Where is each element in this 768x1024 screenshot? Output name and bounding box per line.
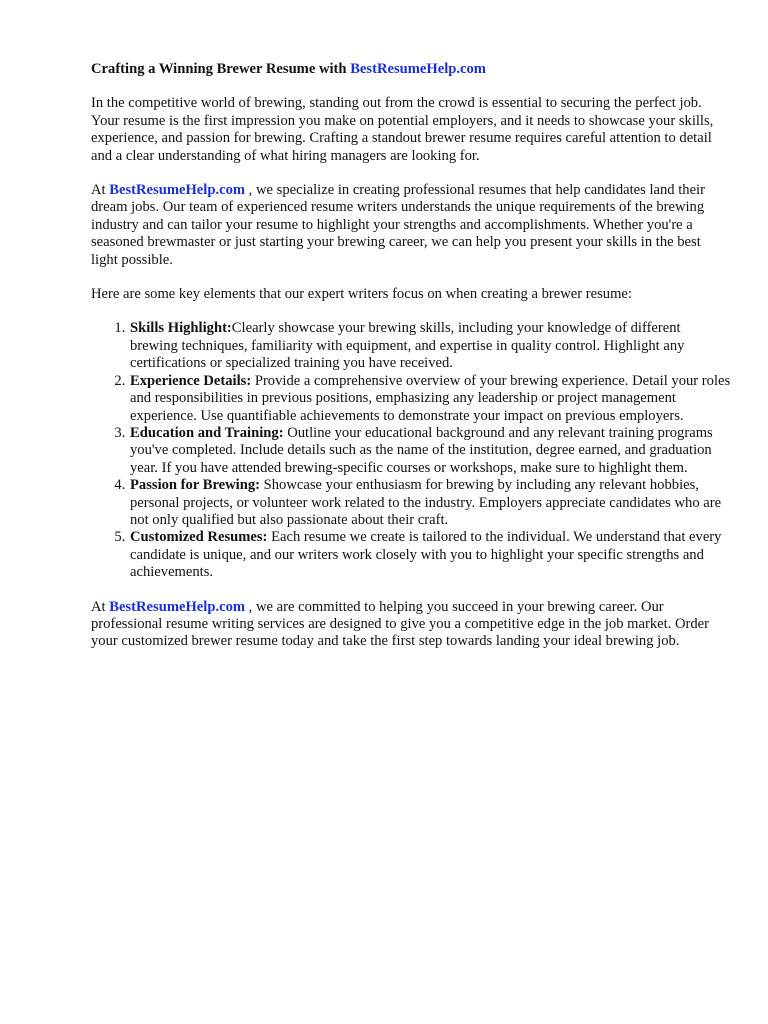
document-page: [91, 61, 731, 668]
list-item-heading: Education and Training:: [130, 424, 284, 441]
list-item: [129, 477, 731, 529]
closing-prefix: At: [91, 598, 110, 615]
page-title: [91, 61, 731, 78]
list-item: [129, 320, 731, 372]
list-item-text: Each resume we create is tailored to the individual. We understand that every candidate is unique, and our writers work closely with you to highlight your specific strengths and achievements.: [130, 529, 722, 581]
about-text: , we specialize in creating professional resumes that help candidates land their dream jobs. Our team of experienced resume writers understands the unique requirements of the brewing industry and can tailor your resume to highlight your strengths and accomplishments. Whether you're a seasoned brewmaster or just starting your brewing career, we can help you present your skills in the best light possible.: [91, 182, 705, 268]
about-site-link[interactable]: BestResumeHelp.com: [109, 182, 246, 199]
list-item-heading: Experience Details:: [130, 372, 252, 389]
list-item-heading: Skills Highlight:: [130, 320, 232, 337]
list-item-text: Outline your educational background and any relevant training programs you've completed. Include details such as the name of the institution, degree earned, and graduation year. If you have attended brewing-specific courses or workshops, make sure to highlight them.: [130, 424, 713, 476]
key-elements-list: [91, 320, 731, 581]
intro-paragraph: In the competitive world of brewing, standing out from the crowd is essential to securing the perfect job. Your resume is the first impression you make on potential employers, and it needs to showcase your skills, experience, and passion for brewing. Crafting a standout brewer resume requires careful attention to detail and a clear understanding of what hiring managers are looking for.: [91, 95, 714, 164]
closing-site-link[interactable]: BestResumeHelp.com: [109, 598, 246, 615]
about-prefix: At: [91, 182, 110, 199]
list-item-text: Provide a comprehensive overview of your brewing experience. Detail your roles and responsibilities in previous positions, emphasizing any leadership or project management experience. Use quantifiable achievements to demonstrate your impact on previous employers.: [130, 372, 731, 424]
title-site-link[interactable]: BestResumeHelp.com: [350, 61, 486, 77]
list-item: [129, 373, 731, 425]
list-item: [129, 425, 731, 477]
list-intro: Here are some key elements that our expert writers focus on when creating a brewer resume:: [91, 286, 632, 303]
list-item-heading: Passion for Brewing:: [130, 477, 260, 494]
about-paragraph: [91, 182, 731, 269]
list-item: [129, 529, 731, 581]
list-item-text: Clearly showcase your brewing skills, including your knowledge of different brewing techniques, familiarity with equipment, and expertise in quality control. Highlight any certifications or specialized training you have received.: [130, 320, 685, 372]
list-item-text: Showcase your enthusiasm for brewing by including any relevant hobbies, personal projects, or volunteer work related to the industry. Employers appreciate candidates who are not only qualified but also passionate about their craft.: [130, 477, 722, 528]
list-item-heading: Customized Resumes:: [130, 529, 268, 546]
title-text: Crafting a Winning Brewer Resume with: [91, 61, 351, 77]
closing-text: , we are committed to helping you succeed in your brewing career. Our professional resume writing services are designed to give you a competitive edge in the job market. Order your customized brewer resume today and take the first step towards landing your ideal brewing job.: [91, 598, 710, 650]
closing-paragraph: [91, 599, 731, 651]
